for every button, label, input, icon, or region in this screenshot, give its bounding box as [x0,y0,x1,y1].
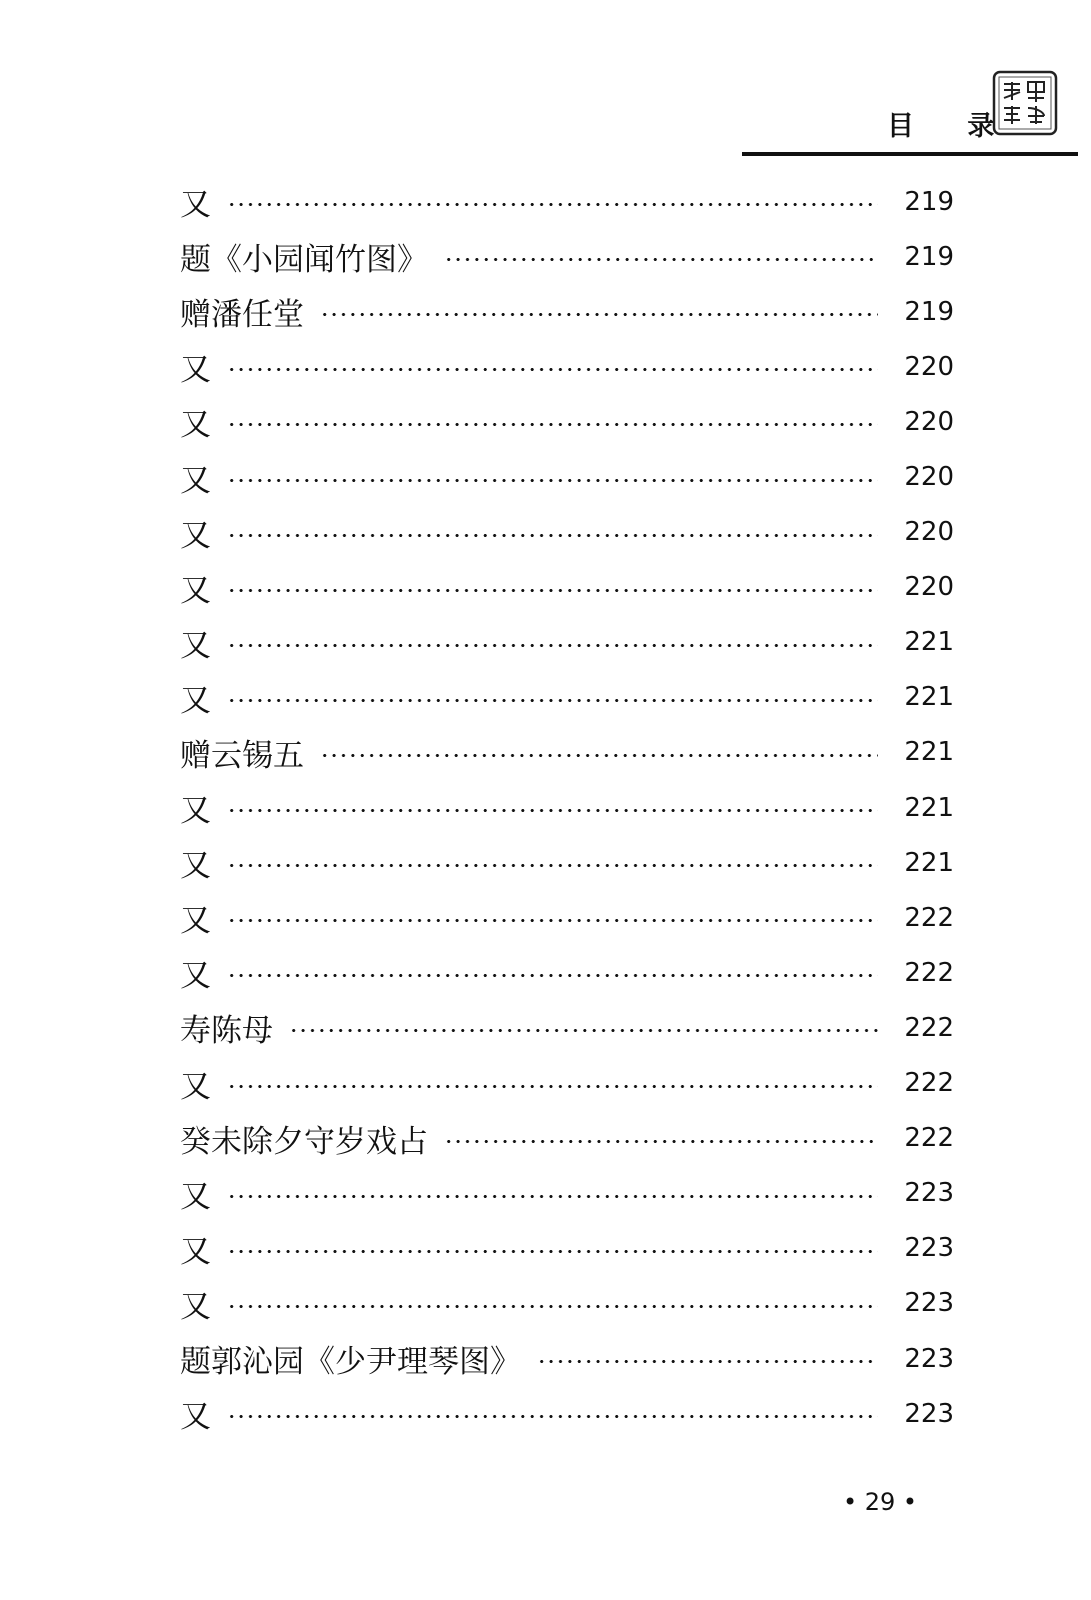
toc-entry-page: 223 [904,1343,954,1374]
dot-leader [227,534,878,537]
toc-entry-page: 220 [904,462,954,493]
toc-entry-page: 223 [904,1178,954,1209]
toc-entry-page: 220 [904,351,954,382]
dot-leader [227,203,878,206]
toc-entry-title: 又 [180,462,211,499]
toc-entry [180,174,954,229]
toc-entry-page: 222 [904,957,954,988]
page-number: • 29 • [842,1488,918,1516]
page-header [742,62,1082,162]
toc-entry [180,1056,954,1111]
toc-entry-title: 赠云锡五 [180,737,304,774]
table-of-contents [180,174,954,1441]
toc-entry-title: 又 [180,572,211,609]
toc-entry [180,394,954,449]
toc-entry [180,1000,954,1055]
toc-entry [180,1221,954,1276]
dot-leader [444,1140,878,1143]
toc-entry [180,780,954,835]
toc-entry-page: 222 [904,1012,954,1043]
toc-entry [180,339,954,394]
toc-entry-title: 又 [180,903,211,940]
dot-leader [444,258,878,261]
toc-entry-title: 又 [180,627,211,664]
toc-entry-title: 又 [180,1178,211,1215]
dot-leader [227,479,878,482]
dot-leader [227,809,878,812]
toc-entry-page: 222 [904,1123,954,1154]
toc-entry-title: 又 [180,958,211,995]
toc-entry [180,1111,954,1166]
header-title: 目 录 [887,111,1017,142]
toc-entry-title: 又 [180,517,211,554]
toc-entry-page: 220 [904,406,954,437]
dot-leader [227,864,878,867]
dot-leader [289,1029,878,1032]
toc-entry-title: 题郭沁园《少尹理琴图》 [180,1344,521,1381]
dot-leader [227,644,878,647]
seal-emblem-icon [992,70,1058,136]
toc-entry-page: 221 [904,737,954,768]
toc-entry-page: 223 [904,1398,954,1429]
toc-entry [180,725,954,780]
dot-leader [227,589,878,592]
toc-entry-title: 又 [180,407,211,444]
toc-entry [180,449,954,504]
toc-entry-title: 寿陈母 [180,1013,273,1050]
toc-entry-page: 219 [904,241,954,272]
dot-leader [320,313,878,316]
dot-leader [227,1195,878,1198]
toc-entry-page: 222 [904,902,954,933]
toc-entry-page: 221 [904,627,954,658]
dot-leader [227,699,878,702]
dot-leader [227,1415,878,1418]
toc-entry-title: 又 [180,187,211,224]
toc-entry-page: 221 [904,792,954,823]
dot-leader [227,368,878,371]
dot-leader [227,974,878,977]
toc-entry [180,615,954,670]
toc-entry-title: 赠潘任堂 [180,297,304,334]
toc-entry-page: 221 [904,682,954,713]
toc-entry-title: 又 [180,848,211,885]
toc-entry [180,229,954,284]
dot-leader [227,919,878,922]
dot-leader [227,1305,878,1308]
toc-entry [180,1276,954,1331]
dot-leader [227,1085,878,1088]
dot-leader [320,754,878,757]
toc-entry-page: 219 [904,186,954,217]
toc-entry [180,560,954,615]
toc-entry-page: 220 [904,517,954,548]
toc-entry-title: 又 [180,1399,211,1436]
toc-entry-page: 221 [904,847,954,878]
toc-entry [180,1166,954,1221]
toc-entry-page: 223 [904,1288,954,1319]
toc-entry-page: 220 [904,572,954,603]
toc-entry [180,670,954,725]
toc-entry-title: 又 [180,1288,211,1325]
toc-entry [180,1331,954,1386]
toc-entry-title: 又 [180,1068,211,1105]
toc-entry-page: 219 [904,296,954,327]
toc-entry [180,505,954,560]
toc-entry-title: 又 [180,1233,211,1270]
dot-leader [227,423,878,426]
toc-entry-title: 又 [180,793,211,830]
toc-entry [180,1386,954,1441]
dot-leader [537,1360,878,1363]
toc-entry [180,835,954,890]
toc-entry-page: 223 [904,1233,954,1264]
toc-entry [180,890,954,945]
toc-entry-title: 癸未除夕守岁戏占 [180,1123,428,1160]
header-rule [742,152,1078,156]
dot-leader [227,1250,878,1253]
toc-entry [180,945,954,1000]
toc-entry-page: 222 [904,1068,954,1099]
toc-entry-title: 又 [180,682,211,719]
toc-entry-title: 又 [180,352,211,389]
toc-entry [180,284,954,339]
toc-entry-title: 题《小园闻竹图》 [180,242,428,279]
